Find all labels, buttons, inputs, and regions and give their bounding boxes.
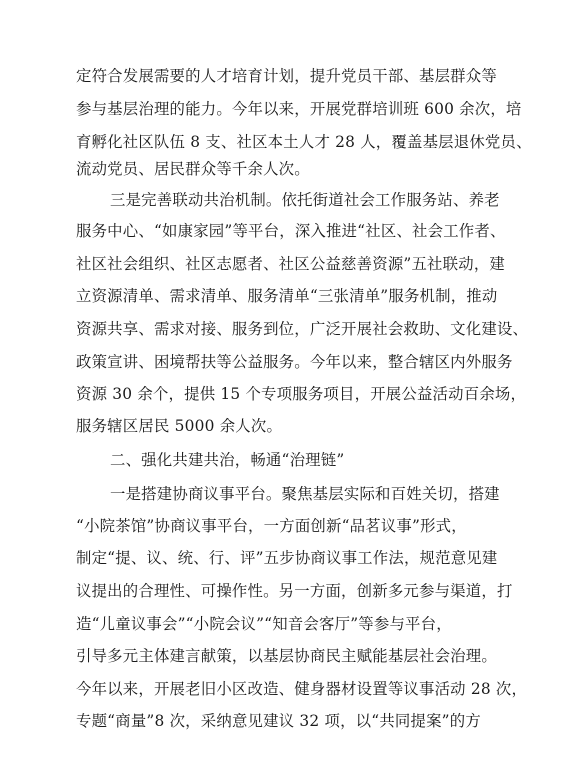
text-line: 制定“提、议、统、行、评”五步协商议事工作法，规范意见建 [76,549,498,567]
text-line: 三是完善联动共治机制。依托街道社会工作服务站、养老 [110,191,500,209]
text-line: 资源 30 余个，提供 15 个专项服务项目，开展公益活动百余场， [76,385,527,403]
text-line: 一是搭建协商议事平台。聚焦基层实际和百姓关切，搭建 [110,485,500,503]
text-line: 政策宣讲、困境帮扶等公益服务。今年以来，整合辖区内外服务 [76,353,513,371]
text-line: “小院茶馆”协商议事平台，一方面创新“品茗议事”形式， [76,517,467,535]
section-heading: 二、强化共建共治，畅通“治理链” [110,451,345,469]
text-line: 育孵化社区队伍 8 支、社区本土人才 28 人，覆盖基层退休党员、 [76,133,532,151]
text-line: 造“儿童议事会”“小院会议”“知音会客厅”等参与平台， [76,615,452,633]
text-line: 服务中心、“如康家园”等平台，深入推进“社区、社会工作者、 [76,222,506,240]
text-line: 定符合发展需要的人才培育计划，提升党员干部、基层群众等 [76,67,497,85]
text-line: 议提出的合理性、可操作性。另一方面，创新多元参与渠道，打 [76,582,513,600]
text-line: 专题“商量”8 次，采纳意见建议 32 项，以“共同提案”的方 [76,712,481,730]
text-line: 服务辖区居民 5000 余人次。 [76,417,283,435]
text-line: 资源共享、需求对接、服务到位，广泛开展社会救助、文化建设、 [76,320,529,338]
text-line: 引导多元主体建言献策，以基层协商民主赋能基层社会治理。 [76,647,497,665]
text-line: 参与基层治理的能力。今年以来，开展党群培训班 600 余次，培 [76,100,522,118]
text-line: 今年以来，开展老旧小区改造、健身器材设置等议事活动 28 次， [76,680,528,698]
text-line: 流动党员、居民群众等千余人次。 [76,160,310,178]
text-line: 立资源清单、需求清单、服务清单“三张清单”服务机制，推动 [76,287,498,305]
text-line: 社区社会组织、社区志愿者、社区公益慈善资源”五社联动，建 [76,255,506,273]
